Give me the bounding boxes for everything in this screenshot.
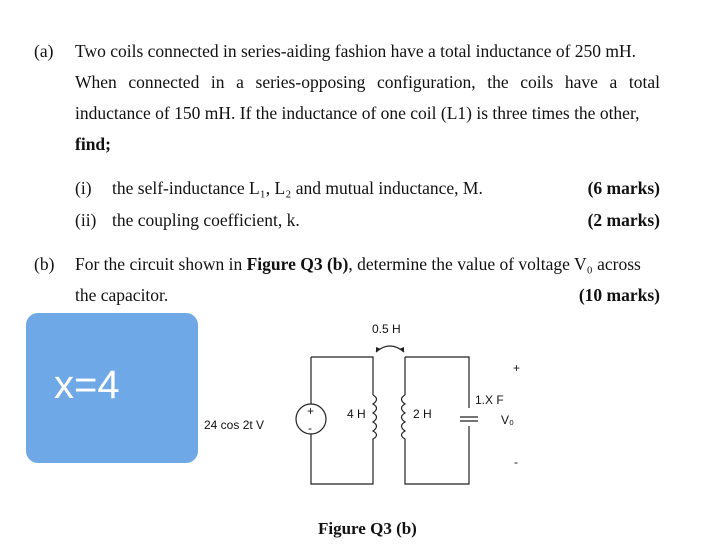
item-ii-marks: (2 marks) — [587, 210, 660, 230]
part-b-marks: (10 marks) — [578, 285, 660, 305]
source-label: 24 cos 2t V — [204, 418, 265, 432]
l1-label: 4 H — [347, 407, 366, 421]
part-a-line-1: Two coils connected in series-aiding fashion have a total inductance of 250 mH. — [75, 41, 637, 61]
part-a-find: find; — [75, 134, 111, 154]
capacitor — [460, 417, 478, 421]
part-b-line-1-start: For the circuit shown in — [75, 254, 247, 274]
source-minus: - — [308, 421, 312, 435]
figure-caption: Figure Q3 (b) — [318, 519, 417, 538]
right-loop-wire-top — [405, 357, 469, 408]
right-loop-wire-bottom — [405, 426, 469, 484]
figure-reference: Figure Q3 (b) — [246, 254, 349, 274]
item-i-number: (i) — [75, 178, 92, 198]
vo-minus: - — [514, 455, 518, 469]
item-ii-text: the coupling coefficient, k. — [112, 210, 300, 230]
vo-plus: + — [513, 361, 521, 375]
left-loop-wire-bottom — [311, 434, 373, 484]
part-a-label: (a) — [34, 41, 54, 61]
source-plus: + — [307, 404, 315, 418]
part-b-line-2: the capacitor. — [75, 285, 169, 305]
part-b-label: (b) — [34, 254, 55, 274]
part-a-line-3: inductance of 150 mH. If the inductance of one coil (L1) is three times the other, — [75, 103, 640, 123]
capacitor-label: 1.X F — [475, 393, 504, 407]
vo-label: V₀ — [501, 413, 514, 427]
item-ii-number: (ii) — [75, 210, 97, 230]
mutual-inductance-label: 0.5 H — [372, 322, 401, 336]
part-b-line-1-end: , determine the value of voltage V₀ across — [348, 254, 641, 274]
item-i-text: the self-inductance L₁, L₂ and mutual inductance, M. — [112, 178, 483, 198]
item-i-marks: (6 marks) — [587, 178, 660, 198]
left-loop-wire-right — [311, 357, 373, 395]
annotation-text: x=4 — [54, 363, 120, 407]
part-a-line-2: When connected in a series-opposing configuration, the coils have a total — [75, 72, 660, 92]
inductor-4h — [373, 395, 377, 448]
l2-label: 2 H — [413, 407, 432, 421]
inductor-2h — [402, 395, 406, 448]
